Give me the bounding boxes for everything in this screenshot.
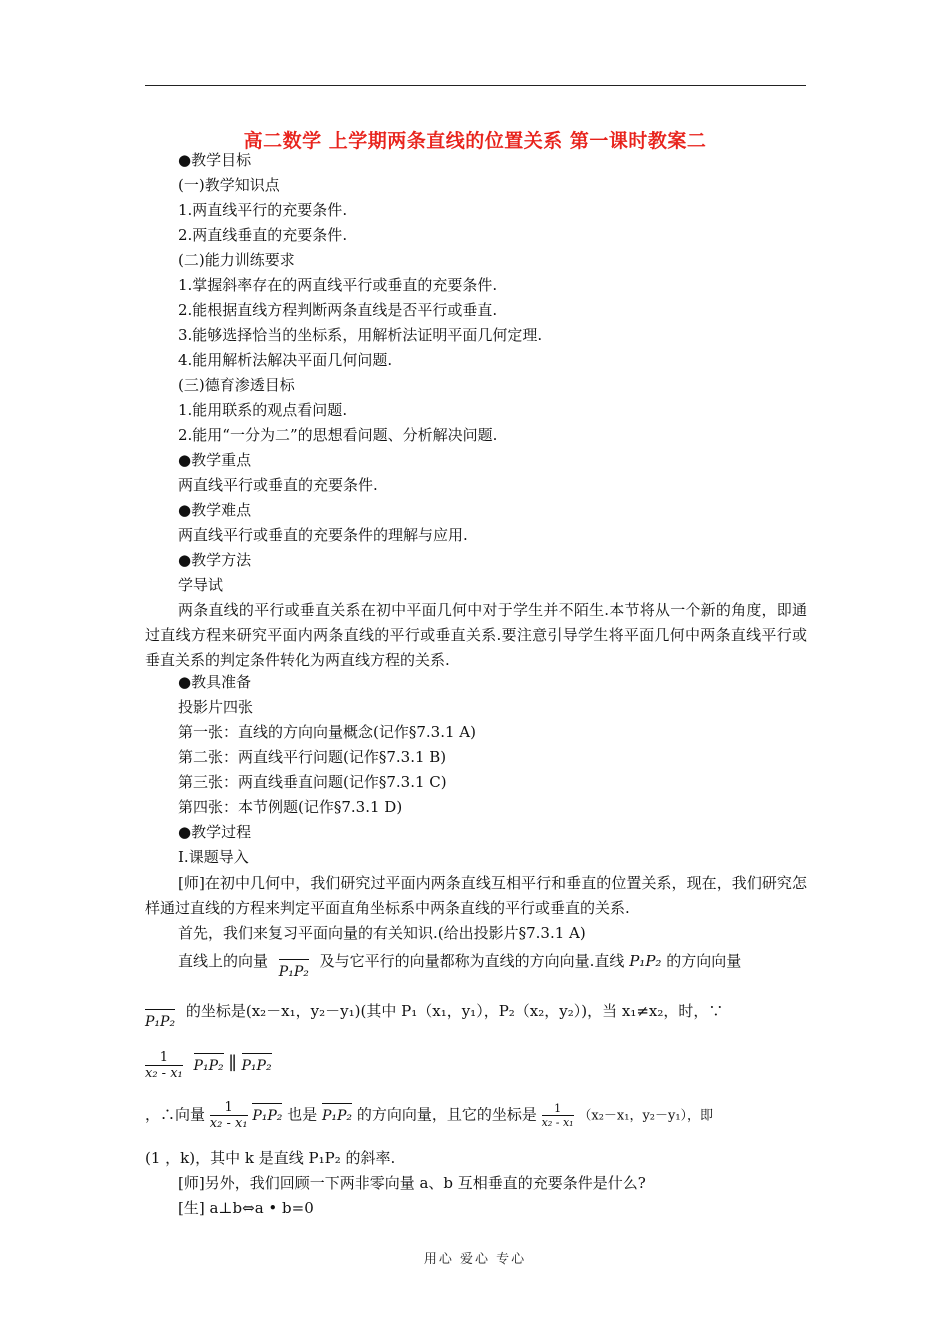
lines2-item: Ⅰ.课题导入 [178,848,249,866]
lines-item: (二)能力训练要求 [178,251,295,269]
fraction-numerator: 1 [542,1102,574,1116]
vector-p1p2: P₁P₂ [242,1053,272,1074]
method-paragraph: 两条直线的平行或垂直关系在初中平面几何中对于学生并不陌生.本节将从一个新的角度，即通过直线方程来研究平面内两条直线的平行或垂直关系.要注意引导学生将平面几何中两条直线平行或垂直关系的判定条件转化为两直线方程的关系. [145,601,807,669]
header-rule [145,85,806,86]
lines-item: 两直线平行或垂直的充要条件. [178,476,378,494]
lines2-item: 第四张：本节例题(记作§7.3.1 D) [178,798,403,816]
fraction [210,1100,248,1131]
teacher-question: [师]另外，我们回顾一下两非零向量 a、b 互相垂直的充要条件是什么? [178,1174,646,1192]
lines2-item: ●教具准备 [178,673,252,691]
lines2-item: ●教学过程 [178,823,252,841]
parallel-symbol: ∥ [228,1053,237,1075]
lines-item: (三)德育渗透目标 [178,376,295,394]
vector-text-2b: P₁（x₁，y₁），P₂（x₂，y₂）)，当 x₁≠x₂，时，∵ [401,1002,724,1020]
lines2-item: 第一张：直线的方向向量概念(记作§7.3.1 A) [178,723,476,741]
vector-p1p2: P₁P₂ [322,1103,352,1124]
lines-item: ●教学方法 [178,551,252,569]
parallel-expression [145,1050,272,1081]
lines-item: 学导试 [178,576,224,594]
lines2-item: 投影片四张 [178,698,254,716]
fraction-numerator: 1 [210,1100,248,1116]
teacher-paragraph: [师]在初中几何中，我们研究过平面内两条直线互相平行和垂直的位置关系，现在，我们研究怎样通过直线的方程来判定平面直角坐标系中两条直线的平行或垂直的关系. [145,874,807,917]
lines-item: 2.能用“一分为二”的思想看问题、分析解决问题. [178,426,498,444]
vector-line-2 [145,999,724,1030]
lines-item: 2.两直线垂直的充要条件. [178,226,348,244]
fraction-denominator: x₂ - x₁ [209,1116,248,1131]
fraction [145,1050,183,1081]
fraction [542,1102,574,1129]
lines-item: 两直线平行或垂直的充要条件的理解与应用. [178,526,468,544]
student-answer: [生] a⊥b⇔a • b=0 [178,1199,314,1217]
vector-text-1c: 的方向向量 [666,952,742,970]
lines2-item: 第二张：两直线平行问题(记作§7.3.1 B) [178,748,447,766]
vector-text-3c: 的方向向量，且它的坐标是 [356,1105,537,1124]
vector-p1p2: P₁P₂ [279,959,309,980]
lines-item: 3.能够选择恰当的坐标系，用解析法证明平面几何定理. [178,326,543,344]
page-footer: 用心 爱心 专心 [423,1252,527,1267]
vector-line-4: (1 ，k)，其中 k 是直线 P₁P₂ 的斜率. [145,1149,396,1167]
lines-item: ●教学重点 [178,451,252,469]
vector-text-1a: 直线上的向量 [178,952,269,970]
vector-p1p2: P₁P₂ [145,1009,175,1030]
lines-item: (一)教学知识点 [178,176,280,194]
page-title: 高二数学 上学期两条直线的位置关系 第一课时教案二 [243,130,707,152]
vector-text-2a: 的坐标是(x₂－x₁，y₂－y₁)(其中 [185,1002,397,1020]
vector-text-3b: 也是 [287,1105,318,1124]
lines-item: 4.能用解析法解决平面几何问题. [178,351,393,369]
lines-item: 1.两直线平行的充要条件. [178,201,348,219]
vector-p1p2: P₁P₂ [252,1103,282,1124]
vector-p1p2: P₁P₂ [194,1053,224,1074]
review-line: 首先，我们来复习平面向量的有关知识.(给出投影片§7.3.1 A) [178,924,586,942]
line-p1p2-label: P₁P₂ [629,952,662,970]
vector-text-1b: 及与它平行的向量都称为直线的方向向量.直线 [319,952,625,970]
vector-text-3d: （x₂－x₁，y₂－y₁），即 [578,1108,714,1124]
fraction-numerator: 1 [145,1050,183,1066]
lines-item: ●教学难点 [178,501,252,519]
lines-item: 1.能用联系的观点看问题. [178,401,348,419]
vector-text-3a: ，∴向量 [145,1105,206,1124]
fraction-denominator: x₂ - x₁ [145,1066,183,1081]
lines2-item: 第三张：两直线垂直问题(记作§7.3.1 C) [178,773,447,791]
vector-line-3 [145,1100,713,1131]
lines-item: ●教学目标 [178,151,252,169]
vector-line-1 [178,949,742,980]
lines-item: 2.能根据直线方程判断两条直线是否平行或垂直. [178,301,498,319]
lines-item: 1.掌握斜率存在的两直线平行或垂直的充要条件. [178,276,498,294]
fraction-denominator: x₂ - x₁ [541,1116,574,1129]
